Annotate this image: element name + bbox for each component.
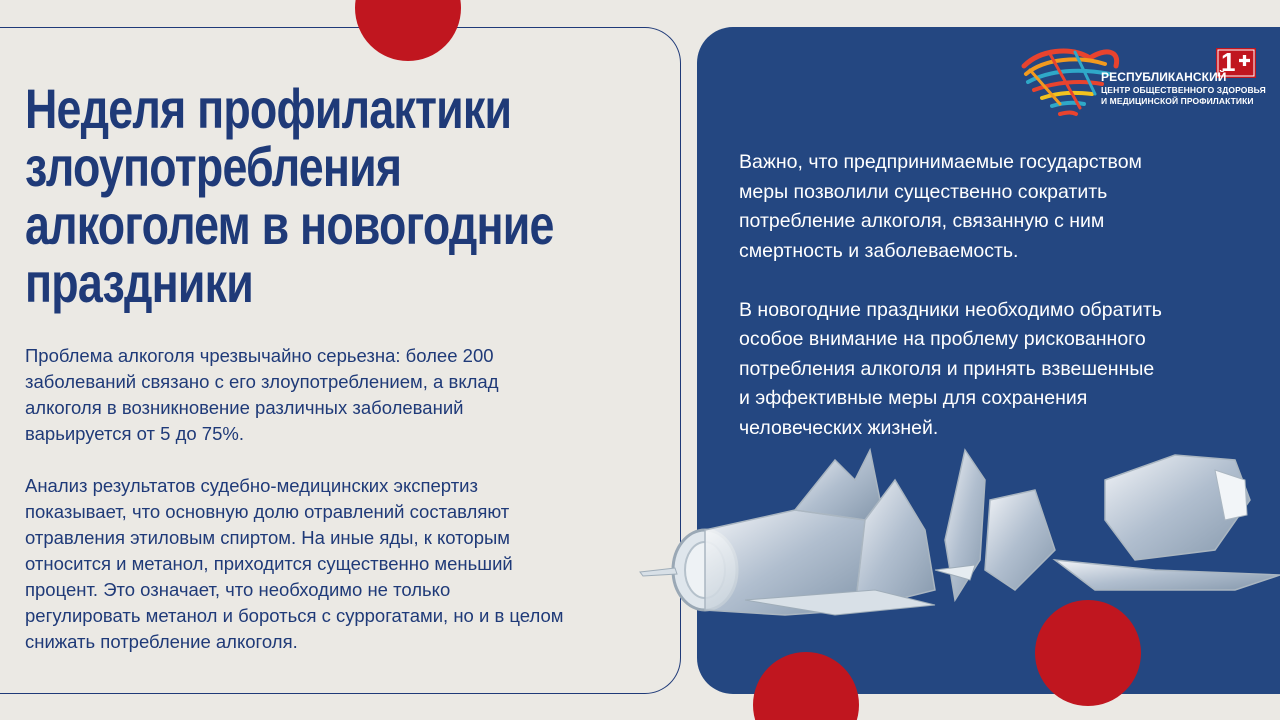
- logo-text: [1101, 70, 1266, 107]
- text-line: отравления этиловым спиртом. На иные яды, к которым: [25, 527, 511, 548]
- text-line: заболеваний связано с его злоупотреблением, а вклад: [25, 371, 499, 392]
- title-line: злоупотребления: [25, 135, 402, 198]
- title-line: алкоголем в новогодние: [25, 193, 554, 256]
- text-line: потребление алкоголя, связанную с ним: [739, 210, 1105, 232]
- logo-line-2: ЦЕНТР ОБЩЕСТВЕННОГО ЗДОРОВЬЯ: [1101, 85, 1266, 95]
- page-title: [25, 77, 554, 314]
- left-paragraph-2: [25, 473, 635, 655]
- text-line: Анализ результатов судебно-медицинских экспертиз: [25, 475, 478, 496]
- text-line: смертность и заболеваемость.: [739, 239, 1019, 262]
- text-line: регулировать метанол и бороться с суррогатами, но и в целом: [25, 605, 564, 626]
- text-line: алкоголя в возникновение различных заболеваний: [25, 397, 464, 418]
- text-line: показывает, что основную долю отравлений составляют: [25, 501, 510, 522]
- text-line: варьируется от 5 до 75%.: [25, 423, 244, 444]
- left-body-text: [25, 343, 635, 681]
- text-line: снижать потребление алкоголя.: [25, 631, 298, 652]
- text-line: относится и метанол, приходится существенно меньший: [25, 553, 513, 574]
- text-line: потребления алкоголя и принять взвешенные: [739, 357, 1155, 380]
- logo-line-3: И МЕДИЦИНСКОЙ ПРОФИЛАКТИКИ: [1101, 96, 1254, 106]
- text-line: меры позволили существенно сократить: [739, 180, 1108, 203]
- left-paragraph-1: [25, 343, 635, 447]
- text-line: процент. Это означает, что необходимо не только: [25, 579, 451, 600]
- text-line: и эффективные меры для сохранения: [739, 387, 1088, 409]
- right-paragraph-1: [739, 148, 1249, 266]
- text-line: человеческих жизней.: [739, 416, 939, 439]
- right-body-text: [739, 148, 1249, 473]
- text-line: Проблема алкоголя чрезвычайно серьезна: более 200: [25, 345, 494, 366]
- right-paragraph-2: [739, 296, 1249, 444]
- text-line: особое внимание на проблему рискованного: [739, 328, 1146, 350]
- title-line: праздники: [25, 251, 253, 314]
- text-line: Важно, что предпринимаемые государством: [739, 151, 1142, 173]
- title-line: Неделя профилактики: [25, 77, 512, 140]
- logo-line-1: РЕСПУБЛИКАНСКИЙ: [1101, 70, 1227, 84]
- decor-circle-bottom-right: [1035, 600, 1141, 706]
- text-line: В новогодние праздники необходимо обратить: [739, 298, 1162, 321]
- broken-bottle-image: [635, 440, 1280, 620]
- logo-badge: 1: [1221, 47, 1236, 77]
